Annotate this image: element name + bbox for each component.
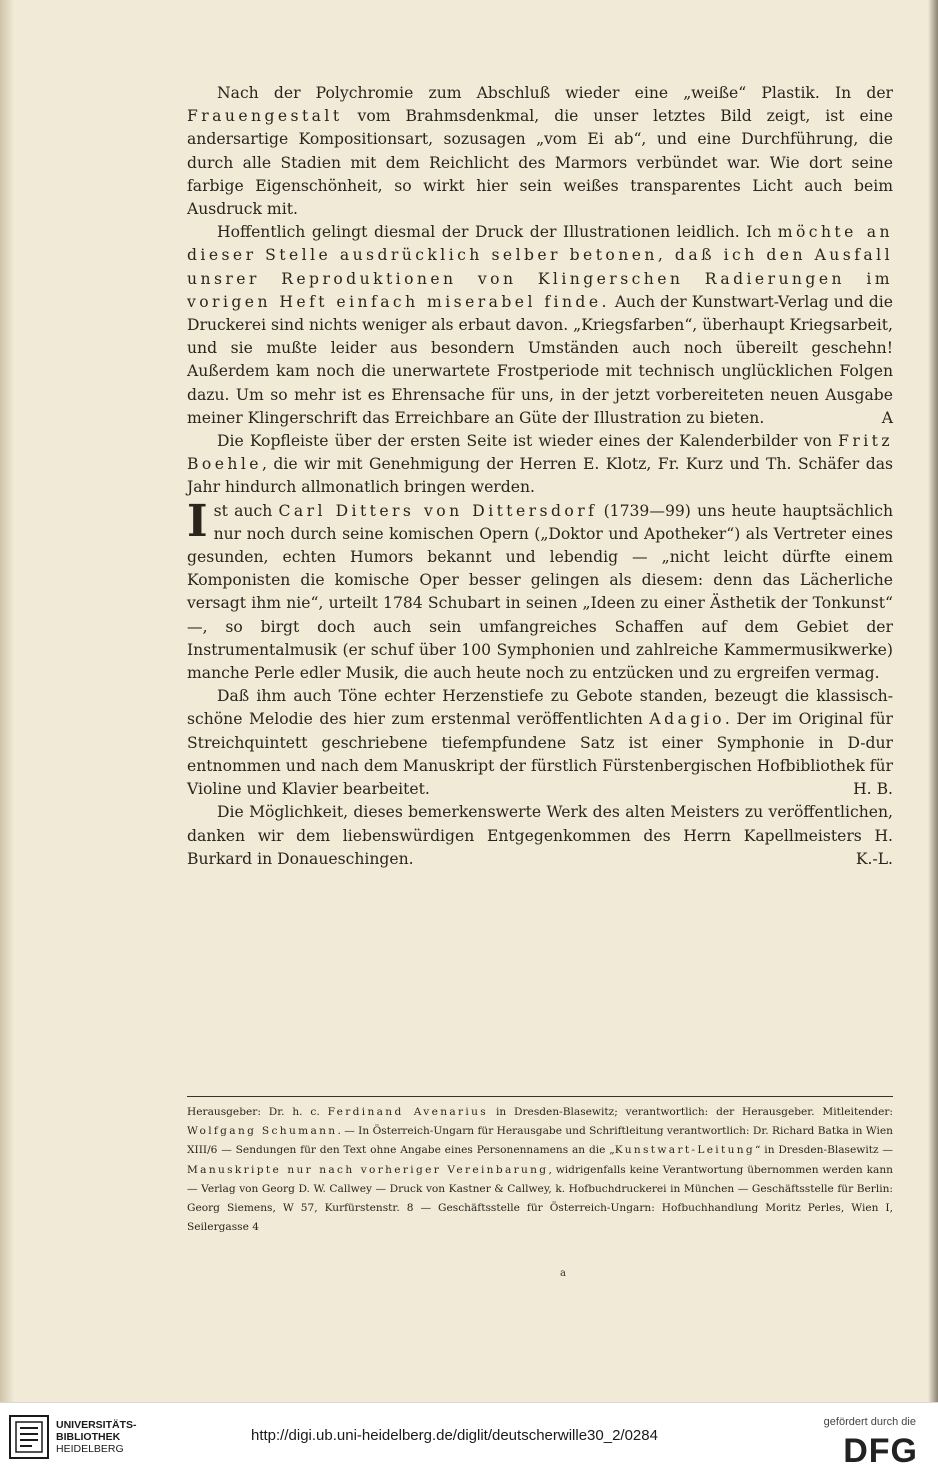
imprint-divider bbox=[187, 1096, 893, 1097]
manuscript-note: Manuskripte nur nach vorheriger Vereinbarung bbox=[187, 1163, 549, 1176]
paragraph-plastik: Nach der Polychromie zum Abschluß wieder eine „weiße“ Plastik. In der Frauengestalt vom Brahmsdenkmal, die unser letztes Bild zeigt, ist eine andersartige Kompositionsart, sozusagen „vom Ei ab“, und eine Durchführung, die durch alle Stadien mit dem Reichlicht des Marmors verbündet war. Wie dort seine farbige Eigenschönheit, so wirkt hier sein weißes transparentes Licht auch beim Ausdruck mit. bbox=[187, 84, 893, 219]
signature: K.-L. bbox=[855, 849, 893, 868]
library-name[interactable]: UNIVERSITÄTS- BIBLIOTHEK HEIDELBERG bbox=[56, 1419, 137, 1455]
dfg-logo[interactable]: DFG bbox=[843, 1432, 918, 1470]
journal-name: Kunstwart-Leitung bbox=[614, 1144, 756, 1157]
coeditor-name: Wolfgang Schumann bbox=[187, 1125, 338, 1138]
paragraph-adagio: Daß ihm auch Töne echter Herzenstiefe zu Gebote standen, bezeugt die klassisch-schöne Melodie des hier zum erstenmal veröffentlichten Adagio. Der im Original für Streichquintett geschriebene tiefempfundene Satz ist einer Symphonie in D-dur entnommen und nach dem Manuskript der fürstlich Fürstenbergischen Hofbibliothek für Violine und Klavier bearbeitet. H. B. bbox=[187, 685, 893, 801]
paragraph-illustrationen: Hoffentlich gelingt diesmal der Druck der Illustrationen leidlich. Ich möchte an dieser Stelle ausdrücklich selber betonen, daß ich den Ausfall unsrer Reproduktionen von Klingerschen Radierungen im vorigen Heft einfach miserabel finde. Auch der Kunstwart-Verlag und die Druckerei sind nichts weniger als erbaut davon. „Kriegsfarben“, überhaupt Kriegsarbeit, und sie mußte leider aus besondern Umständen auch noch übereilt geschehn! Außerdem kam noch die unerwartete Frostperiode mit technisch unglücklichen Folgen dazu. Um so mehr ist es Ehrensache für uns, in der jetzt vorbereiteten neuen Ausgabe meiner Klingerschrift das Erreichbare an Güte der Illustration zu bieten. A bbox=[187, 221, 893, 430]
spaced-name: Carl Ditters von Dittersdorf bbox=[278, 501, 598, 520]
signature: H. B. bbox=[853, 780, 893, 799]
article-body bbox=[187, 82, 893, 871]
spaced-term: Frauengestalt bbox=[187, 107, 343, 126]
signature: A bbox=[881, 408, 893, 427]
paragraph-dittersdorf: Ist auch Carl Ditters von Dittersdorf (1739—99) uns heute hauptsächlich nur noch durch seine komischen Opern („Doktor und Apotheker“) als Vertreter eines gesunden, echten Humors bekannt und lebendig — „nicht leicht dürfte einem Komponisten die komische Oper besser gelingen als diesem: denn das Lächerliche versagt ihm nie“, urteilt 1784 Schubart in seinen „Ideen zu einer Ästhetik der Tonkunst“ —, so birgt doch auch sein umfangreiches Schaffen auf dem Gebiet der Instrumentalmusik (er schuf über 100 Symphonien und zahlreiche Kammermusikwerke) manche Perle edler Musik, die auch heute noch zu entzücken und zu ergreifen vermag. bbox=[187, 495, 893, 683]
spaced-title: Adagio bbox=[649, 710, 725, 729]
university-library-logo-icon[interactable] bbox=[8, 1414, 50, 1460]
funding-note: gefördert durch die bbox=[823, 1416, 916, 1428]
permalink[interactable]: http://digi.ub.uni-heidelberg.de/diglit/deutscherwille30_2/0284 bbox=[251, 1427, 658, 1444]
viewer-footer bbox=[0, 1402, 938, 1475]
drop-initial: I bbox=[187, 495, 208, 547]
spaced-emphasis: möchte an dieser Stelle ausdrücklich selber betonen, daß ich den Ausfall unsrer Reproduktionen von Klingerschen Radierungen im vorigen Heft einfach miserabel finde. bbox=[187, 223, 893, 311]
imprint: Herausgeber: Dr. h. c. Ferdinand Avenarius in Dresden-Blasewitz; verantwortlich: der Herausgeber. Mitleitender: Wolfgang Schumann. — In Österreich-Ungarn für Herausgabe und Schriftleitung verantwortlich: Dr. Richard Batka in Wien XIII/6 — Sendungen für den Text ohne Angabe eines Personennamens an die „Kunstwart-Leitung“ in Dresden-Blasewitz — Manuskripte nur nach vorheriger Vereinbarung, widrigenfalls keine Verantwortung übernommen werden kann — Verlag von Georg D. W. Callwey — Druck von Kastner & Callwey, k. Hofbuchdruckerei in München — Geschäftsstelle für Berlin: Georg Siemens, W 57, Kurfürstenstr. 8 — Geschäftsstelle für Österreich-Ungarn: Hofbuchhandlung Moritz Perles, Wien I, Seilergasse 4 bbox=[187, 1106, 893, 1234]
editor-name: Ferdinand Avenarius bbox=[327, 1106, 489, 1118]
signature-mark: a bbox=[560, 1268, 566, 1279]
spaced-name: Fritz Boehle bbox=[187, 432, 893, 474]
paragraph-dank: Die Möglichkeit, dieses bemerkenswerte Werk des alten Meisters zu veröffentlichen, danken wir dem liebenswürdigen Entgegenkommen des Herrn Kapellmeisters H. Burkard in Donaueschingen. K.-L. bbox=[187, 801, 893, 871]
paragraph-kopfleiste: Die Kopfleiste über der ersten Seite ist wieder eines der Kalenderbilder von Fritz Boehle, die wir mit Genehmigung der Herren E. Klotz, Fr. Kurz und Th. Schäfer das Jahr hindurch allmonatlich bringen werden. bbox=[187, 432, 893, 497]
